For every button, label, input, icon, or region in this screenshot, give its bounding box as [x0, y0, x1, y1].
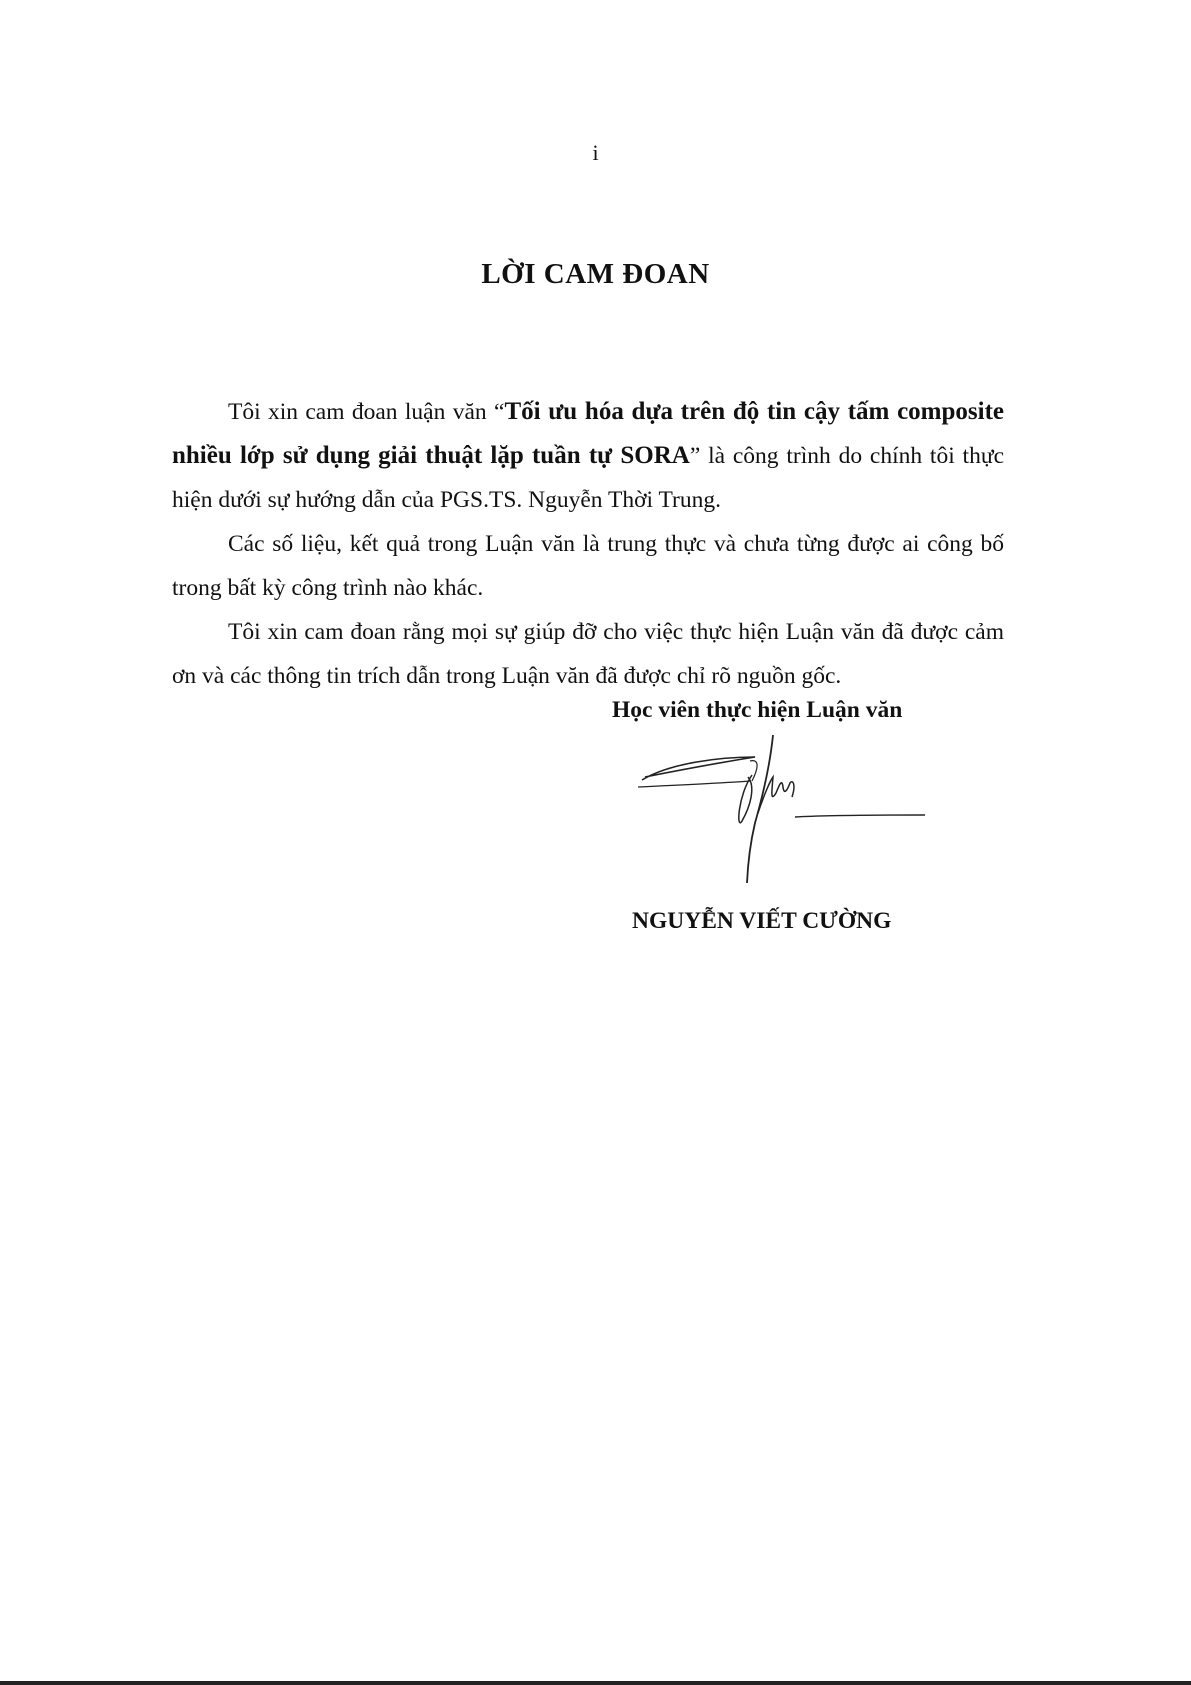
page-bottom-border [0, 1681, 1191, 1685]
handwritten-signature-icon [630, 735, 930, 895]
signer-label: Học viên thực hiện Luận văn [612, 697, 903, 723]
page-title: LỜI CAM ĐOAN [481, 258, 710, 290]
thesis-title: Tối ưu hóa dựa trên độ tin cậy tấm composite nhiều lớp sử dụng giải thuật lặp tuần tự SORA [172, 398, 1004, 469]
page-number: i [592, 140, 599, 165]
paragraph-3: Tôi xin cam đoan rằng mọi sự giúp đỡ cho việc thực hiện Luận văn đã được cảm ơn và các thông tin trích dẫn trong Luận văn đã được chỉ rõ nguồn gốc. [172, 619, 1004, 689]
signer-name: NGUYỄN VIẾT CƯỜNG [632, 908, 892, 934]
paragraph-2: Các số liệu, kết quả trong Luận văn là trung thực và chưa từng được ai công bố trong bất kỳ công trình nào khác. [172, 531, 1004, 601]
paragraph-1 [172, 390, 1004, 522]
declaration-body [172, 390, 1004, 698]
paragraph-1-prefix: Tôi xin cam đoan luận văn “ [228, 399, 505, 425]
paragraph-1-suffix: ” là công trình do chính tôi thực hiện dưới sự hướng dẫn của PGS.TS. Nguyễn Thời Trung. [172, 443, 1004, 513]
